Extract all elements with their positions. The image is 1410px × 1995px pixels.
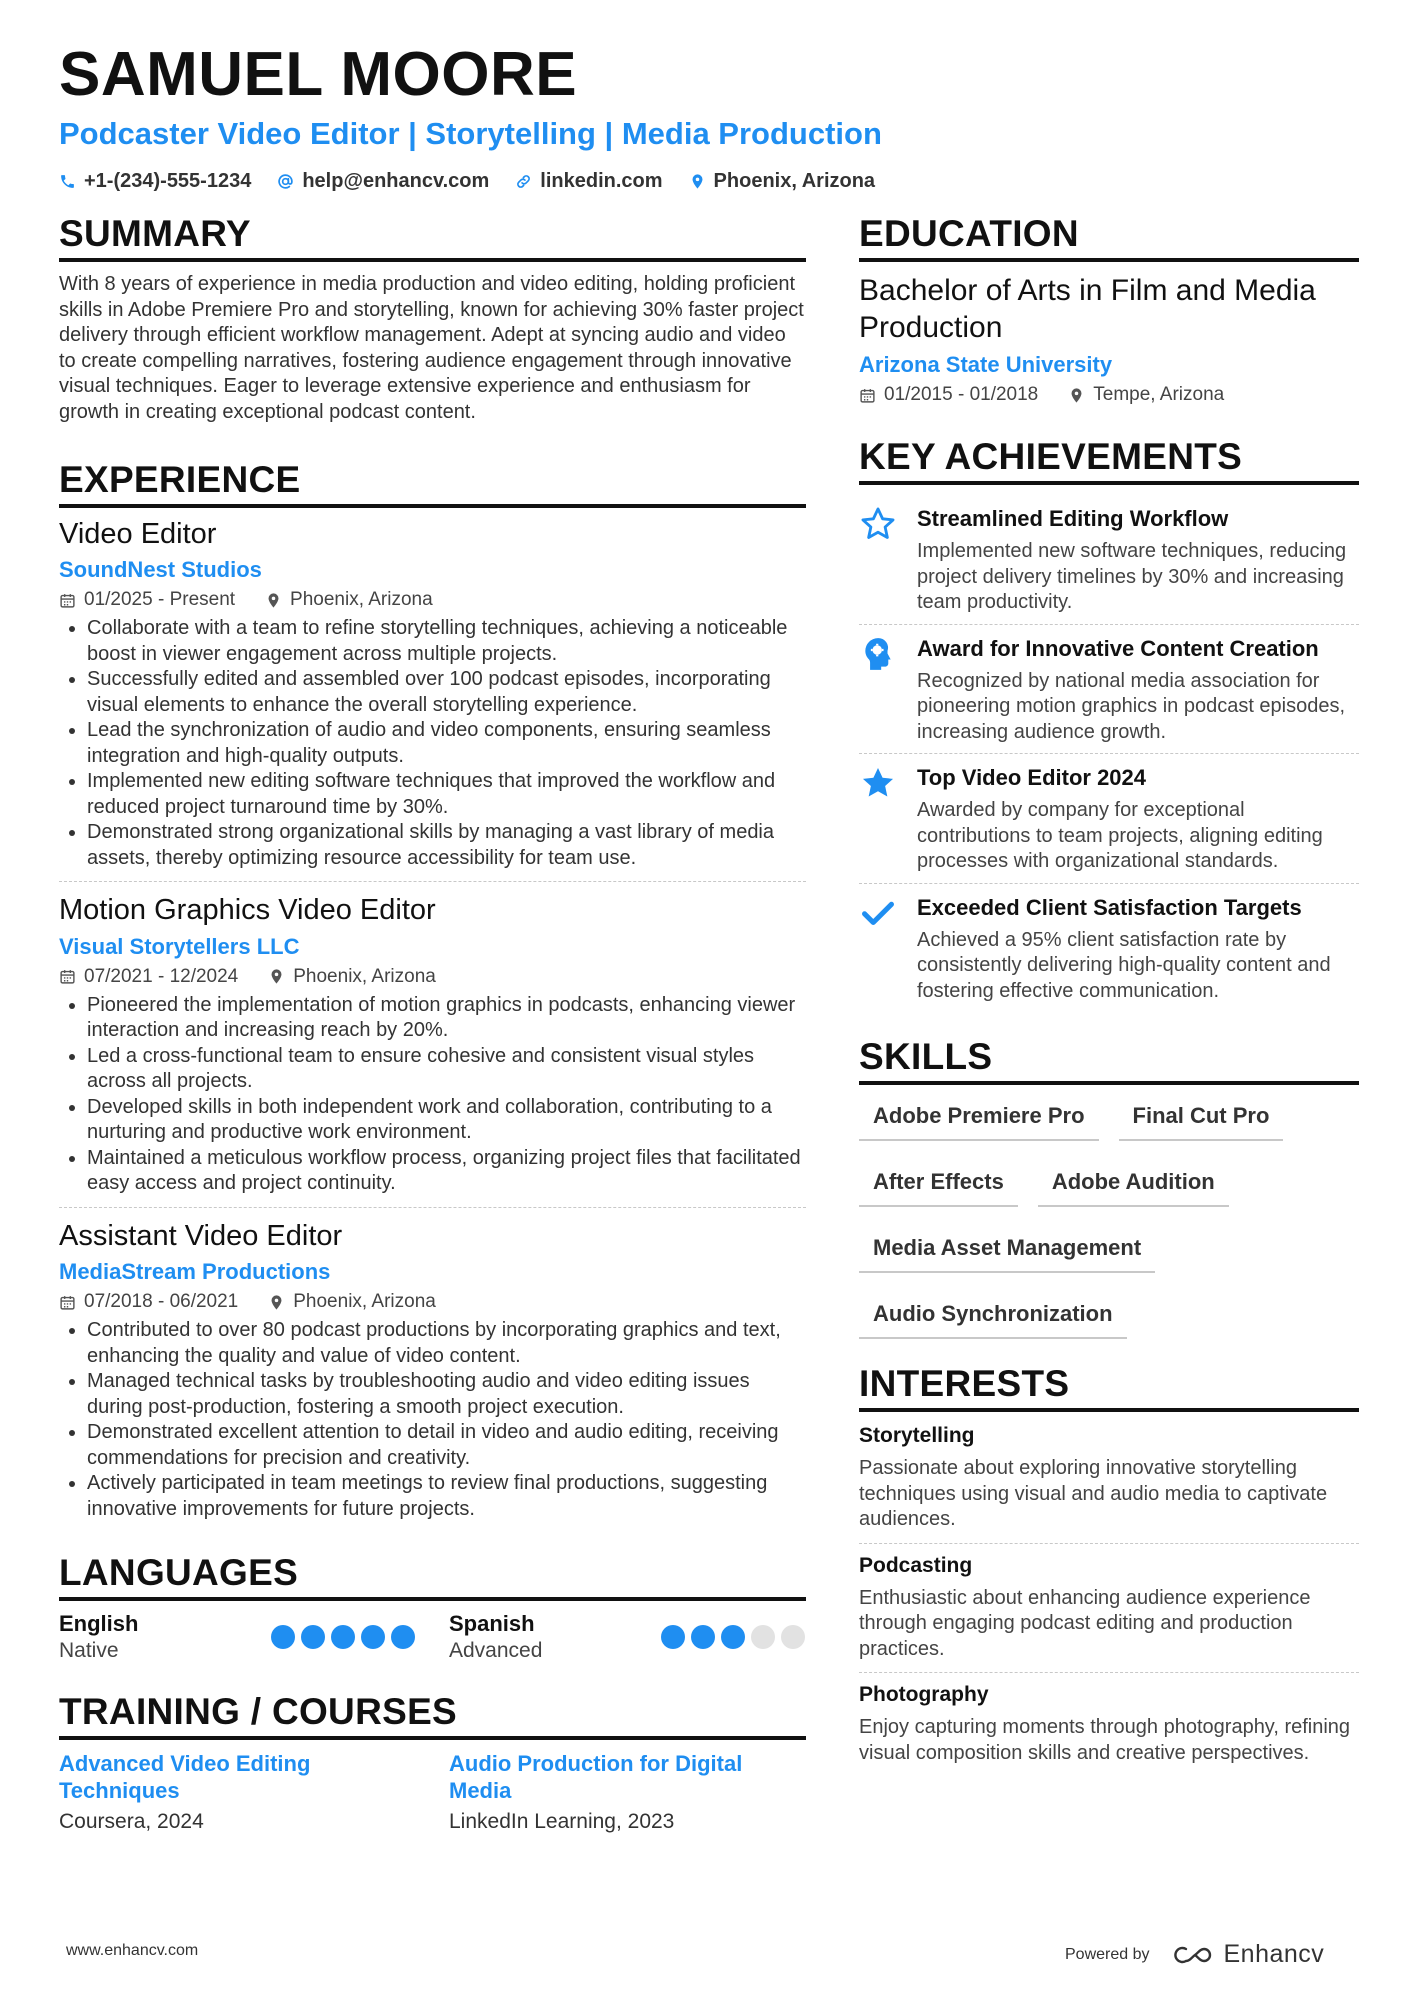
job-bullet: • Implemented new editing software techniques that improved the workflow and reduced project turnaround time by 30%. bbox=[87, 769, 806, 820]
rating-dot bbox=[721, 1625, 745, 1649]
contact-bar bbox=[59, 170, 875, 193]
education-location bbox=[1068, 384, 1224, 406]
language-rating bbox=[271, 1625, 415, 1665]
skill-tag: Adobe Audition bbox=[1038, 1161, 1229, 1207]
candidate-name: SAMUEL MOORE bbox=[59, 40, 578, 109]
interest-title: Storytelling bbox=[859, 1424, 975, 1447]
rating-dot bbox=[301, 1625, 325, 1649]
enhancv-logo[interactable] bbox=[1172, 1940, 1325, 1969]
achievement-item bbox=[859, 495, 1359, 624]
star-filled-icon bbox=[859, 764, 897, 802]
job-bullet: • Maintained a meticulous workflow process, organizing project files that facilitated easy access and project continuity. bbox=[87, 1146, 806, 1197]
rating-dot bbox=[691, 1625, 715, 1649]
job-location bbox=[265, 589, 433, 611]
checkmark-icon bbox=[859, 894, 897, 932]
job-title: Assistant Video Editor bbox=[59, 1219, 343, 1252]
language-level: Advanced bbox=[449, 1639, 543, 1663]
right-column bbox=[859, 215, 1359, 1776]
language-name: English bbox=[59, 1611, 139, 1637]
powered-by-label: Powered by bbox=[1065, 1945, 1150, 1963]
achievement-item bbox=[859, 753, 1359, 883]
achievement-desc: Achieved a 95% client satisfaction rate by consistently delivering high-quality content and fostering effective communication. bbox=[917, 928, 1331, 1002]
job-title: Video Editor bbox=[59, 518, 217, 550]
interest-title: Podcasting bbox=[859, 1553, 973, 1577]
job-meta bbox=[59, 589, 806, 611]
training-heading: TRAINING / COURSES bbox=[59, 1693, 806, 1740]
courses-list bbox=[59, 1750, 806, 1834]
phone-icon bbox=[59, 173, 76, 190]
achievement-icon-wrap bbox=[859, 764, 899, 875]
interest-title: Photography bbox=[859, 1683, 989, 1706]
languages-heading: LANGUAGES bbox=[59, 1554, 806, 1601]
job-meta bbox=[59, 1291, 806, 1313]
education-location-text: Tempe, Arizona bbox=[1093, 384, 1225, 405]
summary-heading: SUMMARY bbox=[59, 215, 806, 262]
job-location-text: Phoenix, Arizona bbox=[293, 1291, 436, 1313]
achievement-desc: Awarded by company for exceptional contributions to team projects, aligning editing processes with organizational standards. bbox=[917, 799, 1323, 872]
language-level: Native bbox=[59, 1639, 119, 1663]
interest-desc: Enjoy capturing moments through photography, refining visual composition skills and creative perspectives. bbox=[859, 1716, 1351, 1764]
job-dates bbox=[59, 966, 238, 988]
location-pin-icon bbox=[265, 592, 282, 609]
experience-heading: EXPERIENCE bbox=[59, 461, 806, 508]
skills-heading: SKILLS bbox=[859, 1038, 1359, 1085]
job-bullet: • Collaborate with a team to refine storytelling techniques, achieving a noticeable boost in viewer engagement across multiple projects. bbox=[87, 616, 806, 667]
contact-linkedin-text: linkedin.com bbox=[540, 170, 663, 192]
education-heading: EDUCATION bbox=[859, 215, 1359, 262]
rating-dot bbox=[751, 1625, 775, 1649]
candidate-title: Podcaster Video Editor | Storytelling | Media Production bbox=[59, 116, 882, 151]
achievements-heading: KEY ACHIEVEMENTS bbox=[859, 438, 1359, 485]
job-dates bbox=[59, 589, 235, 611]
calendar-icon bbox=[59, 968, 76, 985]
job-company: MediaStream Productions bbox=[59, 1259, 331, 1285]
contact-phone[interactable] bbox=[59, 170, 251, 193]
course-item bbox=[59, 1750, 415, 1834]
achievement-item bbox=[859, 624, 1359, 754]
achievement-desc: Implemented new software techniques, reducing project delivery timelines by 30% and increasing team productivity. bbox=[917, 540, 1347, 613]
course-provider: Coursera, 2024 bbox=[59, 1809, 204, 1833]
contact-email-text: help@enhancv.com bbox=[302, 170, 490, 192]
achievement-title: Exceeded Client Satisfaction Targets bbox=[917, 894, 1302, 920]
location-pin-icon bbox=[689, 173, 706, 190]
location-pin-icon bbox=[268, 968, 285, 985]
star-outline-icon bbox=[859, 505, 897, 543]
job-location-text: Phoenix, Arizona bbox=[290, 589, 433, 611]
contact-phone-text: +1-(234)-555-1234 bbox=[84, 170, 252, 192]
job-company: SoundNest Studios bbox=[59, 557, 262, 583]
job-entry bbox=[59, 518, 806, 881]
job-entry bbox=[59, 1207, 806, 1532]
achievement-title: Top Video Editor 2024 bbox=[917, 765, 1147, 790]
rating-dot bbox=[361, 1625, 385, 1649]
rating-dot bbox=[391, 1625, 415, 1649]
job-title: Motion Graphics Video Editor bbox=[59, 894, 436, 927]
job-company: Visual Storytellers LLC bbox=[59, 933, 300, 959]
skills-list bbox=[859, 1095, 1359, 1339]
job-bullet: • Pioneered the implementation of motion graphics in podcasts, enhancing viewer interaction and increasing reach by 20%. bbox=[87, 993, 806, 1044]
contact-location-text: Phoenix, Arizona bbox=[713, 170, 876, 192]
achievement-desc: Recognized by national media association for pioneering motion graphics in podcast episodes, increasing audience growth. bbox=[917, 669, 1346, 743]
rating-dot bbox=[331, 1625, 355, 1649]
achievement-title: Streamlined Editing Workflow bbox=[917, 506, 1229, 531]
skill-tag: Final Cut Pro bbox=[1119, 1095, 1284, 1141]
left-column bbox=[59, 215, 806, 1834]
skill-tag: After Effects bbox=[859, 1161, 1018, 1207]
job-entry bbox=[59, 881, 806, 1206]
footer-powered bbox=[1065, 1940, 1324, 1969]
job-dates-text: 07/2021 - 12/2024 bbox=[84, 965, 239, 987]
skill-tag: Adobe Premiere Pro bbox=[859, 1095, 1099, 1141]
job-bullet: • Demonstrated excellent attention to detail in video and audio editing, receiving commendations for precision and creativity. bbox=[87, 1420, 806, 1471]
head-idea-icon bbox=[859, 635, 897, 673]
job-meta bbox=[59, 966, 806, 988]
enhancv-logo-text: Enhancv bbox=[1223, 1940, 1325, 1968]
job-bullets bbox=[59, 1318, 806, 1522]
contact-email[interactable] bbox=[277, 170, 489, 193]
calendar-icon bbox=[59, 592, 76, 609]
education-degree: Bachelor of Arts in Film and Media Production bbox=[859, 274, 1316, 344]
achievement-icon-wrap bbox=[859, 635, 899, 746]
languages-list bbox=[59, 1611, 806, 1665]
course-title: Audio Production for Digital Media bbox=[449, 1750, 743, 1803]
job-dates bbox=[59, 1291, 238, 1313]
language-name: Spanish bbox=[449, 1611, 535, 1637]
location-pin-icon bbox=[268, 1294, 285, 1311]
rating-dot bbox=[781, 1625, 805, 1649]
language-item bbox=[59, 1611, 415, 1665]
contact-location bbox=[689, 170, 876, 193]
job-bullets bbox=[59, 616, 806, 871]
interests-heading: INTERESTS bbox=[859, 1365, 1359, 1412]
education-meta bbox=[859, 384, 1359, 406]
interest-item bbox=[859, 1422, 1359, 1543]
achievement-title: Award for Innovative Content Creation bbox=[917, 635, 1319, 661]
at-icon bbox=[277, 173, 294, 190]
achievement-item bbox=[859, 883, 1359, 1013]
education-dates-text: 01/2015 - 01/2018 bbox=[884, 384, 1039, 405]
interest-item bbox=[859, 1543, 1359, 1673]
calendar-icon bbox=[859, 387, 876, 404]
job-location bbox=[268, 966, 436, 988]
job-bullet: • Lead the synchronization of audio and video components, ensuring seamless integration and high-quality outputs. bbox=[87, 718, 806, 769]
job-bullets bbox=[59, 993, 806, 1197]
job-dates-text: 07/2018 - 06/2021 bbox=[84, 1291, 239, 1313]
rating-dot bbox=[271, 1625, 295, 1649]
interest-desc: Passionate about exploring innovative storytelling techniques using visual and audio media to captivate audiences. bbox=[859, 1457, 1328, 1530]
interest-item bbox=[859, 1672, 1359, 1776]
achievement-icon-wrap bbox=[859, 894, 899, 1005]
job-location bbox=[268, 1291, 436, 1313]
skill-tag: Media Asset Management bbox=[859, 1227, 1155, 1273]
job-bullet: • Demonstrated strong organizational skills by managing a vast library of media assets, thereby optimizing resource accessibility for team use. bbox=[87, 820, 806, 871]
education-dates bbox=[859, 384, 1038, 406]
job-location-text: Phoenix, Arizona bbox=[293, 965, 436, 987]
contact-linkedin[interactable] bbox=[515, 170, 662, 193]
footer-url[interactable]: www.enhancv.com bbox=[66, 1942, 199, 1959]
job-bullet: • Led a cross-functional team to ensure cohesive and consistent visual styles across all projects. bbox=[87, 1044, 806, 1095]
job-bullet: • Managed technical tasks by troubleshooting audio and video editing issues during post-production, fostering a smooth project execution. bbox=[87, 1369, 806, 1420]
job-bullet: • Contributed to over 80 podcast productions by incorporating graphics and text, enhancing the quality and value of video content. bbox=[87, 1318, 806, 1369]
course-provider: LinkedIn Learning, 2023 bbox=[449, 1809, 675, 1833]
language-item bbox=[449, 1611, 805, 1665]
course-title: Advanced Video Editing Techniques bbox=[59, 1750, 311, 1803]
course-item bbox=[449, 1750, 805, 1834]
location-pin-icon bbox=[1068, 387, 1085, 404]
enhancv-logo-icon bbox=[1172, 1944, 1218, 1966]
calendar-icon bbox=[59, 1294, 76, 1311]
rating-dot bbox=[661, 1625, 685, 1649]
skill-tag: Audio Synchronization bbox=[859, 1293, 1127, 1339]
interest-desc: Enthusiastic about enhancing audience experience through engaging podcast editing and production practices. bbox=[859, 1586, 1311, 1660]
achievement-icon-wrap bbox=[859, 505, 899, 616]
job-bullet: • Developed skills in both independent work and collaboration, contributing to a nurturing and productive work environment. bbox=[87, 1095, 806, 1146]
language-rating bbox=[661, 1625, 805, 1665]
link-icon bbox=[515, 173, 532, 190]
job-bullet: • Successfully edited and assembled over 100 podcast episodes, incorporating visual elements to enhance the overall storytelling experience. bbox=[87, 667, 806, 718]
job-dates-text: 01/2025 - Present bbox=[84, 589, 236, 611]
summary-text: With 8 years of experience in media production and video editing, holding proficient skills in Adobe Premiere Pro and storytelling, known for achieving 30% faster project delivery through efficient workflow management. Adept at syncing audio and video to create compelling narratives, fostering audience engagement through innovative visual techniques. Eager to leverage extensive experience and enthusiasm for growth in creating exceptional podcast content. bbox=[59, 273, 804, 423]
job-bullet: • Actively participated in team meetings to review final productions, suggesting innovative improvements for future projects. bbox=[87, 1471, 806, 1522]
education-school: Arizona State University bbox=[859, 352, 1113, 377]
